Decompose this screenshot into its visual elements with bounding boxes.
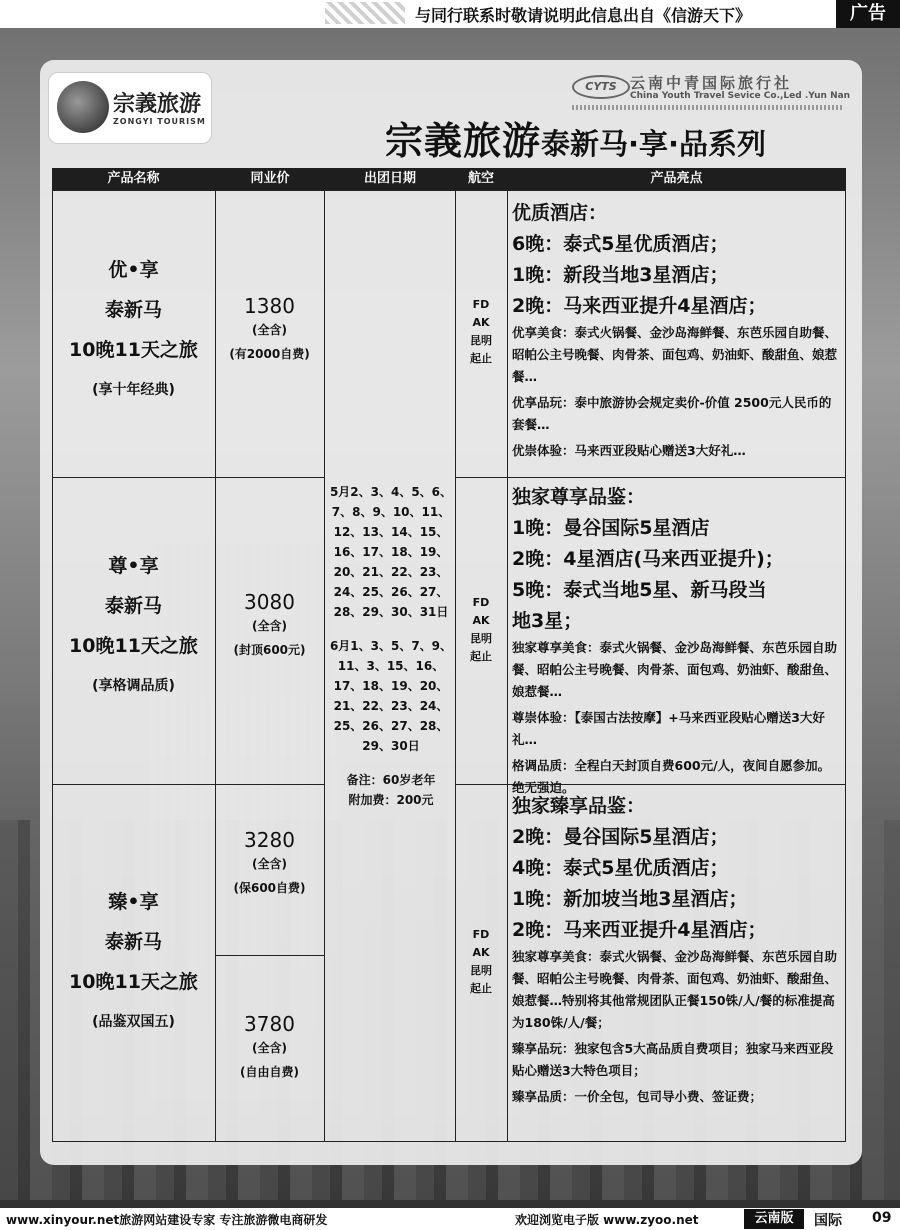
row-divider bbox=[52, 784, 324, 785]
highlight-line: 4晚：泰式5星优质酒店； bbox=[512, 857, 729, 879]
airline-note: 起止 bbox=[470, 650, 492, 663]
zongyi-logo bbox=[48, 72, 212, 144]
product-duration: 10晚11天之旅 bbox=[69, 635, 198, 657]
price-note: (全含) bbox=[252, 1041, 287, 1055]
airline-code: FD bbox=[472, 596, 490, 609]
highlight-line: 2晚：马来西亚提升4星酒店； bbox=[512, 295, 767, 317]
highlight-line: 2晚：马来西亚提升4星酒店； bbox=[512, 919, 767, 941]
row-divider bbox=[52, 477, 324, 478]
dates-surcharge: 附加费：200元 bbox=[348, 793, 434, 807]
price-note: (全含) bbox=[252, 619, 287, 633]
highlight-line: 地3星； bbox=[512, 610, 583, 632]
price-cell bbox=[215, 1012, 324, 1084]
dates-june: 6月1、3、5、7、9、11、3、15、16、17、18、19、20、21、22、23、24、25、26、27、28、29、30日 bbox=[329, 639, 453, 753]
airline-code: FD bbox=[472, 298, 490, 311]
product-name: 尊•享 bbox=[108, 555, 159, 577]
header-dates: 出团日期 bbox=[363, 171, 416, 186]
product-route: 泰新马 bbox=[104, 299, 162, 321]
highlights-cell bbox=[512, 198, 842, 462]
price-cell bbox=[215, 294, 324, 366]
price-note: (自由自费) bbox=[240, 1065, 299, 1079]
departure-dates bbox=[327, 482, 455, 810]
logo-emblem-icon bbox=[57, 81, 109, 133]
page-number: 09 bbox=[872, 1210, 892, 1226]
title-series: 泰新马·享·品系列 bbox=[541, 127, 767, 161]
footer-bar bbox=[0, 1208, 900, 1230]
table-header bbox=[52, 168, 846, 190]
highlight-detail: 臻享品玩：独家包含5大高品质自费项目；独家马来西亚段贴心赠送3大特色项目； bbox=[512, 1041, 834, 1078]
highlight-line: 1晚：新段当地3星酒店； bbox=[512, 264, 729, 286]
product-name: 优•享 bbox=[108, 259, 159, 281]
airline-code: AK bbox=[472, 946, 490, 959]
highlight-detail: 独家尊享美食：泰式火锅餐、金沙岛海鲜餐、东芭乐园自助餐、昭帕公主号晚餐、肉骨茶、面包鸡、奶油虾、酸甜鱼、娘惹餐… bbox=[512, 640, 838, 699]
highlight-line: 5晚：泰式当地5星、新马段当 bbox=[512, 579, 767, 601]
price-value: 3080 bbox=[244, 590, 295, 614]
table-row bbox=[52, 250, 215, 410]
airline-code: AK bbox=[472, 614, 490, 627]
row-divider bbox=[455, 477, 846, 478]
highlight-detail: 格调品质：全程白天封顶自费600元/人，夜间自愿参加。绝无强迫。 bbox=[512, 758, 831, 795]
price-value: 1380 bbox=[244, 294, 295, 318]
highlight-line: 1晚：曼谷国际5星酒店 bbox=[512, 517, 710, 539]
footer-edition: 云南版 bbox=[744, 1209, 804, 1229]
table-row bbox=[52, 546, 215, 706]
checker-pattern bbox=[325, 2, 405, 24]
top-banner bbox=[0, 0, 900, 28]
header-airline: 航空 bbox=[467, 171, 494, 186]
airline-city: 昆明 bbox=[470, 334, 492, 347]
airline-city: 昆明 bbox=[470, 632, 492, 645]
table-row bbox=[52, 882, 215, 1042]
agency-mark-icon: CYTS bbox=[572, 75, 630, 99]
product-route: 泰新马 bbox=[104, 595, 162, 617]
price-value: 3780 bbox=[244, 1012, 295, 1036]
highlight-detail: 优享美食：泰式火锅餐、金沙岛海鲜餐、东芭乐园自助餐、昭帕公主号晚餐、肉骨茶、面包鸡、奶油虾、酸甜鱼、娘惹餐… bbox=[512, 325, 838, 384]
highlight-detail: 优崇体验：马来西亚段贴心赠送3大好礼… bbox=[512, 443, 746, 458]
dates-remark: 备注：60岁老年 bbox=[346, 773, 436, 787]
col-divider bbox=[324, 190, 325, 1142]
airline-note: 起止 bbox=[470, 982, 492, 995]
col-divider bbox=[507, 190, 508, 1142]
logo-sub: ZONGYI TOURISM bbox=[113, 117, 206, 126]
agency-name-en: China Youth Travel Sevice Co.,Led .Yun Nan bbox=[630, 91, 851, 101]
highlight-line: 2晚：4星酒店(马来西亚提升)； bbox=[512, 548, 784, 570]
header-name: 产品名称 bbox=[107, 171, 160, 186]
highlight-heading: 独家臻享品鉴： bbox=[512, 795, 646, 817]
highlight-detail: 优享品玩：泰中旅游协会规定卖价-价值 2500元人民币的套餐… bbox=[512, 395, 832, 432]
airline-code: FD bbox=[472, 928, 490, 941]
highlight-line: 2晚：曼谷国际5星酒店； bbox=[512, 826, 729, 848]
dates-may: 5月2、3、4、5、6、7、8、9、10、11、12、13、14、15、16、17、18、19、20、21、22、23、24、25、26、27、28、29、30、31日 bbox=[329, 485, 453, 619]
price-value: 3280 bbox=[244, 828, 295, 852]
ad-label: 广告 bbox=[836, 0, 900, 28]
price-cell bbox=[215, 828, 324, 900]
price-note: (保600自费) bbox=[233, 881, 306, 895]
footer-url[interactable]: 欢迎浏览电子版 www.zyoo.net bbox=[515, 1213, 699, 1227]
footer-section: 国际 bbox=[814, 1213, 842, 1229]
product-duration: 10晚11天之旅 bbox=[69, 971, 198, 993]
product-name: 臻•享 bbox=[108, 891, 159, 913]
highlight-detail: 尊崇体验：【泰国古法按摩】+马来西亚段贴心赠送3大好礼… bbox=[512, 710, 825, 747]
highlight-detail: 臻享品质：一价全包，包司导小费、签证费； bbox=[512, 1089, 763, 1104]
airline-code: AK bbox=[472, 316, 490, 329]
product-duration: 10晚11天之旅 bbox=[69, 339, 198, 361]
agency-name-cn: 云南中青国际旅行社 bbox=[630, 74, 793, 92]
price-note: (有2000自费) bbox=[229, 347, 310, 361]
product-note: (享格调品质) bbox=[92, 678, 175, 694]
footer-left: www.xinyour.net旅游网站建设专家 专注旅游微电商研发 bbox=[6, 1213, 328, 1227]
airline-note: 起止 bbox=[470, 352, 492, 365]
header-highlights: 产品亮点 bbox=[650, 171, 703, 186]
page-title bbox=[385, 110, 766, 165]
highlights-cell bbox=[512, 482, 842, 799]
price-note: (全含) bbox=[252, 323, 287, 337]
airline-city: 昆明 bbox=[470, 964, 492, 977]
price-note: (封顶600元) bbox=[233, 643, 306, 657]
highlight-detail: 独家尊享美食：泰式火锅餐、金沙岛海鲜餐、东芭乐园自助餐、昭帕公主号晚餐、肉骨茶、面包鸡、奶油虾、酸甜鱼、娘惹餐…特别将其他常规团队正餐150铢/人/餐的标准提高为180铢/人/餐； bbox=[512, 949, 838, 1030]
highlight-line: 1晚：新加坡当地3星酒店； bbox=[512, 888, 748, 910]
title-brand: 宗義旅游 bbox=[385, 119, 542, 163]
product-route: 泰新马 bbox=[104, 931, 162, 953]
header-price: 同业价 bbox=[250, 171, 290, 186]
product-note: (品鉴双国五) bbox=[92, 1014, 175, 1030]
price-note: (全含) bbox=[252, 857, 287, 871]
row-divider bbox=[215, 955, 324, 956]
airline-cell bbox=[455, 296, 507, 368]
highlights-cell bbox=[512, 791, 842, 1108]
banner-notice: 与同行联系时敬请说明此信息出自《信游天下》 bbox=[415, 6, 752, 25]
highlight-line: 6晚：泰式5星优质酒店； bbox=[512, 233, 729, 255]
highlight-heading: 独家尊享品鉴： bbox=[512, 486, 646, 508]
airline-cell bbox=[455, 926, 507, 998]
product-note: (享十年经典) bbox=[92, 382, 175, 398]
logo-name: 宗義旅游 bbox=[113, 92, 202, 117]
highlight-heading: 优质酒店： bbox=[512, 202, 608, 224]
airline-cell bbox=[455, 594, 507, 666]
price-cell bbox=[215, 590, 324, 662]
